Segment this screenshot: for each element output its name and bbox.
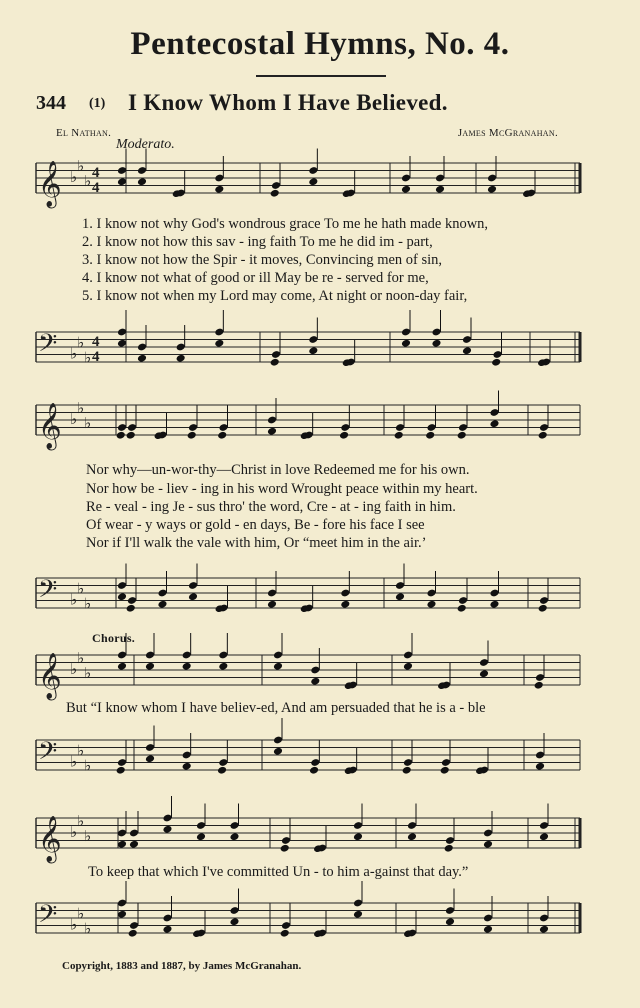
hymn-author: El Nathan. xyxy=(56,127,112,139)
notehead xyxy=(214,339,224,348)
page-title: Pentecostal Hymns, No. 4. xyxy=(130,26,510,62)
notehead xyxy=(229,917,239,926)
notehead xyxy=(440,766,450,775)
notehead xyxy=(273,662,283,671)
verse-line-4a: 4. I know not what of good or ill May be re - served for me, xyxy=(82,270,429,286)
flat-icon: ♭ xyxy=(70,660,78,678)
verse-line-2b: Nor how be - liev - ing in his word Wrought peace within my heart. xyxy=(86,481,478,497)
notehead xyxy=(182,662,192,671)
time-signature-top: 4 xyxy=(92,334,100,350)
notehead xyxy=(401,339,411,348)
hymn-composer: James McGranahan. xyxy=(457,127,558,139)
notehead xyxy=(310,677,320,686)
notehead xyxy=(280,844,290,853)
flat-icon: ♭ xyxy=(77,333,85,352)
notehead xyxy=(489,419,499,428)
notehead xyxy=(435,185,445,194)
notehead xyxy=(162,925,172,934)
bass-clef-icon: 𝄢 xyxy=(38,737,58,772)
notehead xyxy=(309,766,319,775)
tempo-marking: Moderato. xyxy=(116,137,175,152)
flat-icon: ♭ xyxy=(77,398,85,417)
notehead xyxy=(214,185,224,194)
flat-icon: ♭ xyxy=(84,663,92,682)
verse-line-2a: 2. I know not how this sav - ing faith To me he did im - part, xyxy=(82,234,433,250)
notehead xyxy=(187,431,197,440)
notehead xyxy=(339,431,349,440)
notehead xyxy=(280,929,290,938)
notehead xyxy=(145,754,155,763)
verse-line-4b: Of wear - y ways or gold - en days, Be - fore his face I see xyxy=(86,517,425,533)
notehead xyxy=(394,431,404,440)
flat-icon: ♭ xyxy=(84,348,92,367)
notehead xyxy=(308,177,318,186)
notehead xyxy=(128,929,138,938)
notehead xyxy=(483,840,493,849)
notehead xyxy=(353,832,363,841)
flat-icon: ♭ xyxy=(77,741,85,760)
time-signature-top: 4 xyxy=(92,165,100,181)
notehead xyxy=(462,346,472,355)
notehead xyxy=(217,766,227,775)
notehead xyxy=(162,825,172,834)
notehead xyxy=(137,177,147,186)
time-signature-bottom: 4 xyxy=(92,349,100,365)
notehead xyxy=(431,339,441,348)
notehead xyxy=(116,766,126,775)
flat-icon: ♭ xyxy=(84,594,92,613)
notehead xyxy=(425,431,435,440)
notehead xyxy=(402,766,412,775)
chorus-lyric-1: But “I know whom I have believ-ed, And am persuaded that he is a - ble xyxy=(66,700,486,716)
verse-line-1a: 1. I know not why God's wondrous grace To me he hath made known, xyxy=(82,216,489,232)
verse-line-5a: 5. I know not when my Lord may come, At night or noon-day fair, xyxy=(82,288,468,304)
notehead xyxy=(534,681,544,690)
notehead xyxy=(218,662,228,671)
notehead xyxy=(445,917,455,926)
chorus-label: Chorus. xyxy=(92,631,136,645)
notehead xyxy=(457,604,467,613)
notehead xyxy=(538,431,548,440)
notehead xyxy=(196,832,206,841)
notehead xyxy=(267,600,277,609)
notehead xyxy=(395,592,405,601)
bass-clef-icon: 𝄢 xyxy=(38,329,58,364)
treble-clef-icon: 𝄞 xyxy=(38,816,62,862)
notehead xyxy=(117,662,127,671)
notehead xyxy=(137,354,147,363)
notehead xyxy=(487,185,497,194)
flat-icon: ♭ xyxy=(70,344,78,363)
treble-clef-icon: 𝄞 xyxy=(38,403,62,449)
flat-icon: ♭ xyxy=(70,823,78,841)
copyright-notice: Copyright, 1883 and 1887, by James McGranahan. xyxy=(62,960,302,972)
notehead xyxy=(535,762,545,771)
notehead xyxy=(157,600,167,609)
notehead xyxy=(116,431,126,440)
flat-icon: ♭ xyxy=(70,752,78,771)
notehead xyxy=(539,832,549,841)
notehead xyxy=(126,604,136,613)
flat-icon: ♭ xyxy=(84,919,92,938)
hymn-title: I Know Whom I Have Believed. xyxy=(128,90,448,115)
bass-clef-icon: 𝄢 xyxy=(38,575,58,610)
flat-icon: ♭ xyxy=(77,648,85,667)
notehead xyxy=(426,600,436,609)
notehead xyxy=(129,840,139,849)
verse-line-3a: 3. I know not how the Spir - it moves, Convincing men of sin, xyxy=(82,252,443,268)
notehead xyxy=(270,358,280,367)
chorus-lyric-2: To keep that which I've committed Un - to him a-gainst that day.” xyxy=(88,864,469,880)
notehead xyxy=(491,358,501,367)
flat-icon: ♭ xyxy=(84,413,92,432)
notehead xyxy=(538,604,548,613)
notehead xyxy=(273,747,283,756)
notehead xyxy=(188,592,198,601)
notehead xyxy=(126,431,136,440)
flat-icon: ♭ xyxy=(84,171,92,190)
flat-icon: ♭ xyxy=(70,168,78,186)
notehead xyxy=(479,669,489,678)
flat-icon: ♭ xyxy=(84,756,92,775)
notehead xyxy=(117,592,127,601)
notehead xyxy=(401,185,411,194)
flat-icon: ♭ xyxy=(84,826,92,845)
notehead xyxy=(457,431,467,440)
notehead xyxy=(145,662,155,671)
treble-clef-icon: 𝄞 xyxy=(38,161,62,207)
notehead xyxy=(489,600,499,609)
verse-line-5b: Nor if I'll walk the vale with him, Or “meet him in the air.’ xyxy=(86,535,427,551)
notehead xyxy=(539,925,549,934)
flat-icon: ♭ xyxy=(77,811,85,830)
bass-clef-icon: 𝄢 xyxy=(38,900,58,935)
notehead xyxy=(270,189,280,198)
notehead xyxy=(340,600,350,609)
flat-icon: ♭ xyxy=(70,915,78,934)
flat-icon: ♭ xyxy=(77,156,85,175)
notehead xyxy=(182,762,192,771)
verse-line-3b: Re - veal - ing Je - sus thro' the word, Cre - at - ing faith in him. xyxy=(86,499,456,515)
notehead xyxy=(217,431,227,440)
hymn-tag: (1) xyxy=(89,96,106,111)
verse-line-1b: Nor why—un-wor-thy—Christ in love Redeemed me for his own. xyxy=(86,462,470,478)
notehead xyxy=(176,354,186,363)
hymn-number: 344 xyxy=(36,92,66,114)
notehead xyxy=(483,925,493,934)
notehead xyxy=(353,910,363,919)
notehead xyxy=(407,832,417,841)
notehead xyxy=(229,832,239,841)
flat-icon: ♭ xyxy=(77,904,85,923)
flat-icon: ♭ xyxy=(77,579,85,598)
flat-icon: ♭ xyxy=(70,590,78,609)
notehead xyxy=(267,427,277,436)
time-signature-bottom: 4 xyxy=(92,180,100,196)
notehead xyxy=(308,346,318,355)
notehead xyxy=(444,844,454,853)
flat-icon: ♭ xyxy=(70,410,78,428)
treble-clef-icon: 𝄞 xyxy=(38,653,62,699)
notehead xyxy=(403,662,413,671)
